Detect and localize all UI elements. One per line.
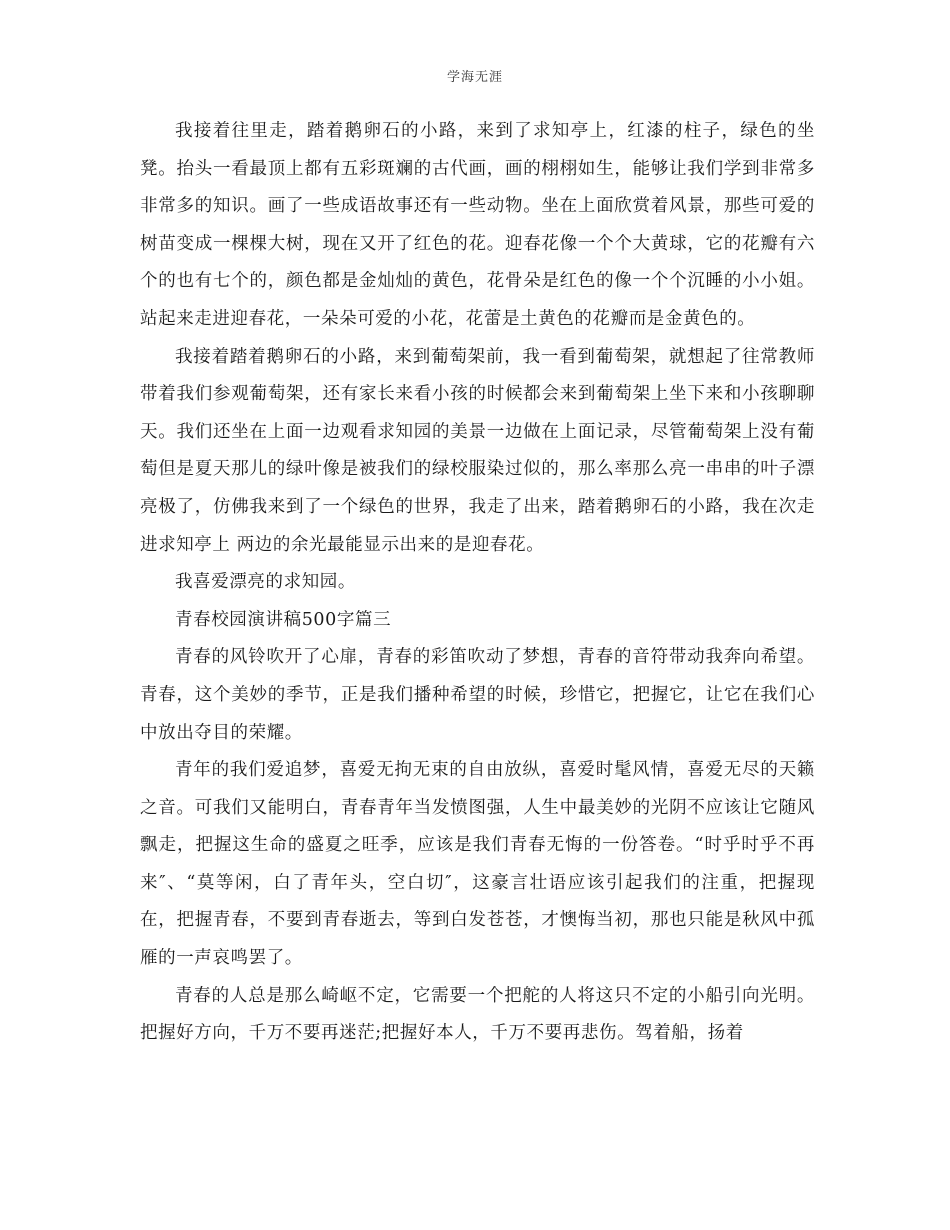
paragraph: 我喜爱漂亮的求知园。 xyxy=(175,572,356,593)
paragraph: 我接着踏着鹅卵石的小路，来到葡萄架前，我一看到葡萄架，就想起了往常教师带着我们参观葡萄架，还有家长来看小孩的时候都会来到葡萄架上坐下来和小孩聊聊天。我们还坐在上面一边观看求知园的美景一边做在上面记录，尽管葡萄架上没有葡萄但是夏天那儿的绿叶像是被我们的绿校服染过似的，那么率那么亮一串串的叶子漂亮极了，仿佛我来到了一个绿色的世界，我走了出来，踏着鹅卵石的小路，我在次走进求知亭上 两边的余光最能显示出来的是迎春花。 xyxy=(140,346,815,555)
paragraph: 青春的人总是那么崎岖不定，它需要一个把舵的人将这只不定的小船引向光明。把握好方向，千万不要再迷茫;把握好本人，千万不要再悲伤。驾着船，扬着 xyxy=(140,985,815,1044)
paragraph: 我接着往里走，踏着鹅卵石的小路，来到了求知亭上，红漆的柱子，绿色的坐凳。抬头一看最顶上都有五彩斑斓的古代画，画的栩栩如生，能够让我们学到非常多非常多的知识。画了一些成语故事还有一些动物。坐在上面欣赏着风景，那些可爱的树苗变成一棵棵大树，现在又开了红色的花。迎春花像一个个大黄球，它的花瓣有六个的也有七个的，颜色都是金灿灿的黄色，花骨朵是红色的像一个个沉睡的小小姐。站起来走进迎春花，一朵朵可爱的小花，花蕾是土黄色的花瓣而是金黄色的。 xyxy=(140,121,815,329)
paragraph: 青春的风铃吹开了心扉，青春的彩笛吹动了梦想，青春的音符带动我奔向希望。青春，这个美妙的季节，正是我们播种希望的时候，珍惜它，把握它，让它在我们心中放出夺目的荣耀。 xyxy=(140,647,815,743)
page-header: 学海无涯 xyxy=(446,70,503,85)
paragraph: 青年的我们爱追梦，喜爱无拘无束的自由放纵，喜爱时髦风情，喜爱无尽的天籁之音。可我们又能明白，青春青年当发愤图强，人生中最美妙的光阴不应该让它随风飘走，把握这生命的盛夏之旺季，应该是我们青春无悔的一份答卷。“时乎时乎不再来″、“莫等闲，白了青年头，空白切″，这豪言壮语应该引起我们的注重，把握现在，把握青春，不要到青春逝去，等到白发苍苍，才懊悔当初，那也只能是秋风中孤雁的一声哀鸣罢了。 xyxy=(140,760,815,969)
section-heading: 青春校园演讲稿500字篇三 xyxy=(175,609,392,630)
document-body xyxy=(140,113,815,1053)
